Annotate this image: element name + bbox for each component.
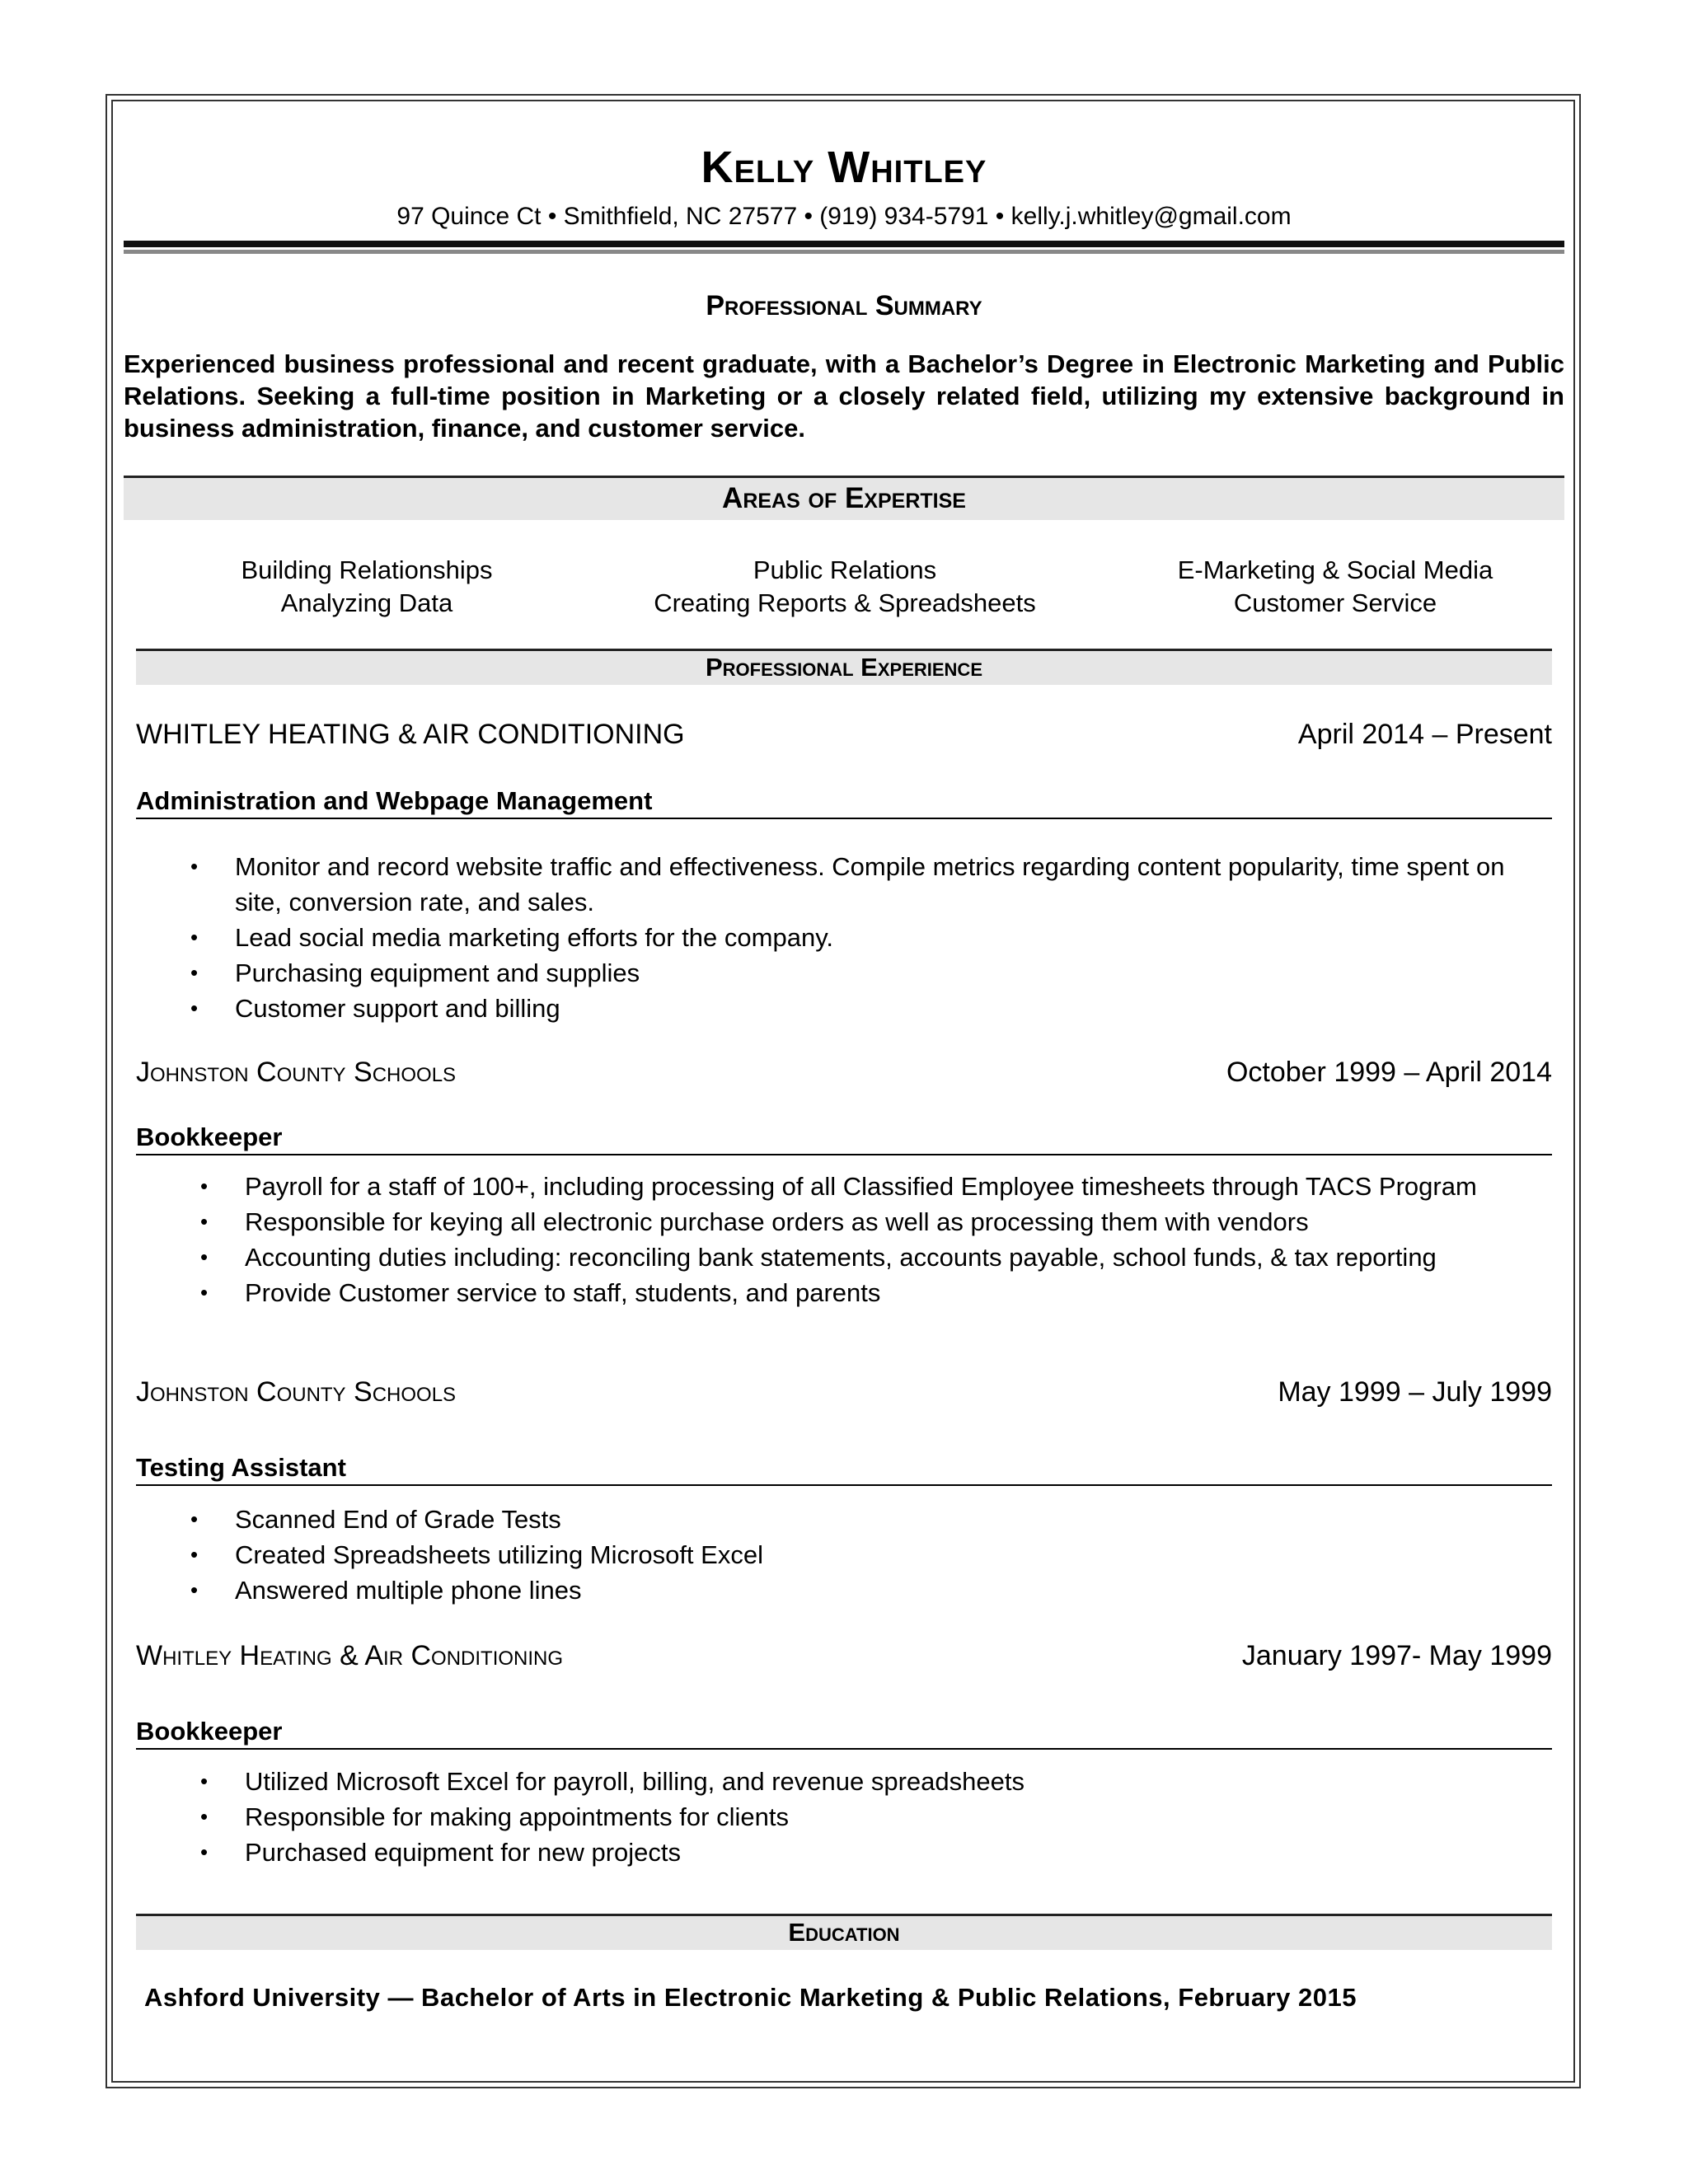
summary-text: Experienced business professional and recent graduate, with a Bachelor’s Degree in Electronic Marketing and Public Relations. Seeking a full-time position in Marketing or a closely related field, utilizing my extensive background in business administration, finance, and customer service.: [124, 349, 1564, 443]
experience-heading: Professional Experience: [136, 649, 1552, 685]
list-item: [200, 1169, 1564, 1204]
expertise-item: Public Relations: [753, 555, 937, 584]
header-divider-shadow: [124, 250, 1564, 254]
list-item: [190, 955, 1554, 991]
applicant-name: Kelly Whitley: [701, 143, 987, 192]
list-item: [190, 1572, 1554, 1608]
list-item: [200, 1799, 1564, 1835]
header-divider: [124, 241, 1564, 247]
company-name: Johnston County Schools: [136, 1376, 457, 1408]
list-item: [190, 1502, 1554, 1537]
bullet-marker: •: [190, 1507, 199, 1531]
bullet-marker: •: [190, 960, 199, 985]
contact-line: 97 Quince Ct • Smithfield, NC 27577 • (919) 934-5791 • kelly.j.whitley@gmail.com: [396, 203, 1292, 230]
education-heading: Education: [136, 1914, 1552, 1950]
company-name: WHITLEY HEATING & AIR CONDITIONING: [136, 719, 685, 750]
company-name: Johnston County Schools: [136, 1057, 457, 1088]
duty-text: Customer support and billing: [235, 994, 560, 1023]
duty-text: Responsible for keying all electronic purchase orders as well as processing them with vendors: [245, 1207, 1309, 1236]
job-title: Testing Assistant: [136, 1453, 1552, 1486]
expertise-item: Analyzing Data: [280, 588, 453, 617]
job-duties: [190, 1502, 1554, 1608]
expertise-column: [626, 554, 1063, 620]
duty-text: Purchased equipment for new projects: [245, 1838, 682, 1867]
duty-text: Payroll for a staff of 100+, including processing of all Classified Employee timesheets through TACS Program: [245, 1172, 1477, 1201]
job-duties: [200, 1764, 1564, 1870]
duty-text: Accounting duties including: reconciling bank statements, accounts payable, school funds, & tax reporting: [245, 1243, 1437, 1272]
list-item: [200, 1204, 1564, 1240]
expertise-item: Creating Reports & Spreadsheets: [654, 588, 1036, 617]
job-dates: April 2014 – Present: [1297, 719, 1552, 750]
job-dates: January 1997- May 1999: [1241, 1640, 1552, 1671]
list-item: [190, 991, 1554, 1026]
bullet-marker: •: [200, 1244, 209, 1269]
duty-text: Created Spreadsheets utilizing Microsoft Excel: [235, 1540, 763, 1569]
bullet-marker: •: [190, 854, 199, 879]
list-item: [200, 1275, 1564, 1310]
job-dates: May 1999 – July 1999: [1278, 1376, 1552, 1408]
summary-heading: Professional Summary: [706, 290, 982, 321]
expertise-item: E-Marketing & Social Media: [1177, 555, 1493, 584]
list-item: [200, 1764, 1564, 1799]
duty-text: Purchasing equipment and supplies: [235, 958, 640, 987]
duty-text: Lead social media marketing efforts for the company.: [235, 923, 834, 952]
job-title: Bookkeeper: [136, 1122, 1552, 1155]
expertise-column: [190, 554, 544, 620]
expertise-item: Building Relationships: [241, 555, 493, 584]
bullet-marker: •: [200, 1174, 209, 1198]
job-duties: [200, 1169, 1564, 1310]
company-name: Whitley Heating & Air Conditioning: [136, 1640, 564, 1671]
list-item: [200, 1240, 1564, 1275]
job-duties: [190, 849, 1554, 1026]
expertise-heading: Areas of Expertise: [124, 476, 1564, 520]
job-dates: October 1999 – April 2014: [1226, 1057, 1552, 1088]
duty-text: Scanned End of Grade Tests: [235, 1505, 561, 1534]
list-item: [190, 849, 1554, 920]
list-item: [200, 1835, 1564, 1870]
bullet-marker: •: [190, 1542, 199, 1567]
bullet-marker: •: [190, 996, 199, 1020]
expertise-column: [1129, 554, 1541, 620]
job-title: Administration and Webpage Management: [136, 786, 1552, 819]
duty-text: Utilized Microsoft Excel for payroll, billing, and revenue spreadsheets: [245, 1767, 1025, 1796]
bullet-marker: •: [190, 1577, 199, 1602]
bullet-marker: •: [200, 1209, 209, 1234]
bullet-marker: •: [190, 925, 199, 949]
list-item: [190, 1537, 1554, 1572]
duty-text: Provide Customer service to staff, students, and parents: [245, 1278, 881, 1307]
bullet-marker: •: [200, 1769, 209, 1793]
duty-text: Responsible for making appointments for clients: [245, 1802, 789, 1831]
bullet-marker: •: [200, 1840, 209, 1864]
education-entry: Ashford University — Bachelor of Arts in Electronic Marketing & Public Relations, February 2015: [144, 1983, 1357, 2012]
job-title: Bookkeeper: [136, 1717, 1552, 1750]
duty-text: Monitor and record website traffic and effectiveness. Compile metrics regarding content popularity, time spent on site, conversion rate, and sales.: [235, 852, 1505, 916]
list-item: [190, 920, 1554, 955]
bullet-marker: •: [200, 1804, 209, 1829]
expertise-item: Customer Service: [1233, 588, 1437, 617]
duty-text: Answered multiple phone lines: [235, 1576, 582, 1605]
bullet-marker: •: [200, 1280, 209, 1305]
